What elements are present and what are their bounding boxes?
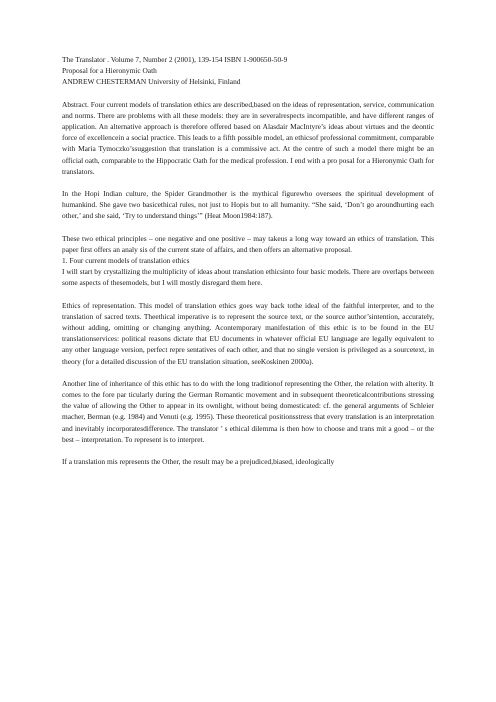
body-paragraph-4: Ethics of representation. This model of translation ethics goes way back tothe ideal of the faithful interpreter, and to the translation of sacred texts. Theethical imperative is to represent the source text, or the source author’sintention, accurately, without adding, omitting or changing anything. Acontemporary manifestation of this ethic is to be found in the EU translationservices: political reasons dictate that EU documents in whatever official EU language are legally equivalent to any other language version, perfect repre sentatives of each other, and that no single version is privileged as a sourcetext, in theory (for a detailed discussion of the EU translation situation, seeKoskinen 2000a). bbox=[62, 300, 434, 366]
body-paragraph-3: I will start by crystallizing the multiplicity of ideas about translation ethicsinto four basic models. There are overlaps between some aspects of thesemodels, but I will mostly disregard them here. bbox=[62, 267, 434, 288]
body-paragraph-2: These two ethical principles – one negative and one positive – may takeus a long way toward an ethics of translation. This paper first offers an analy sis of the current state of affairs, and then offers an alternative proposal. bbox=[62, 233, 434, 254]
paper-title: Proposal for a Hieronymic Oath bbox=[62, 66, 157, 76]
body-paragraph-5: Another line of inheritance of this ethic has to do with the long traditionof representing the Other, the relation with alterity. It comes to the fore par ticularly during the German Romantic movement and in subsequent theoreticalcontributions stressing the value of allowing the Other to appear in its ownlight, without being domesticated: cf. the general arguments of Schleier macher, Berman (e.g. 1984) and Venuti (e.g. 1995). These theoretical positionsstress that every translation is an interpretation and inevitably incorporatesdifference. The translator ’ s ethical dilemma is then how to choose and trans mit a good – or the best – interpretation. To represent is to interpret. bbox=[62, 378, 434, 444]
intro-paragraph: In the Hopi Indian culture, the Spider Grandmother is the mythical figurewho oversees the spiritual development of humankind. She gave two basicethical rules, not just to Hopis but to all humanity. “She said, ‘Don’t go aroundhurting each other,’ and she said, ‘Try to understand things’” (Heat Moon1984:187). bbox=[62, 189, 434, 221]
abstract-paragraph: Abstract. Four current models of translation ethics are described,based on the ideas of representation, service, communication and norms. There are problems with all these models: they are in severalrespects incompatible, and have different ranges of application. An alternative approach is therefore offered based on Alasdair MacIntyre’s ideas about virtues and the deontic force of excellencein a social practice. This leads to a fifth possible model, an ethicsof professional commitment, comparable with Maria Tymoczko’ssuggestion that translation is a commissive act. At the centre of such a model there might be an official oath, comparable to the Hippocratic Oath for the medical profession. I end with a pro posal for a Hieronymic Oath for translators. bbox=[62, 99, 434, 176]
body-paragraph-6: If a translation mis represents the Other, the result may be a prejudiced,biased, ideologically bbox=[62, 457, 335, 467]
document-page bbox=[62, 54, 434, 467]
journal-citation: The Translator . Volume 7, Number 2 (2001), 139-154 ISBN 1-900650-50-9 bbox=[62, 55, 288, 64]
author-affiliation: ANDREW CHESTERMAN University of Helsinki, Finland bbox=[62, 77, 241, 87]
section-heading: 1. Four current models of translation ethics bbox=[62, 256, 190, 266]
